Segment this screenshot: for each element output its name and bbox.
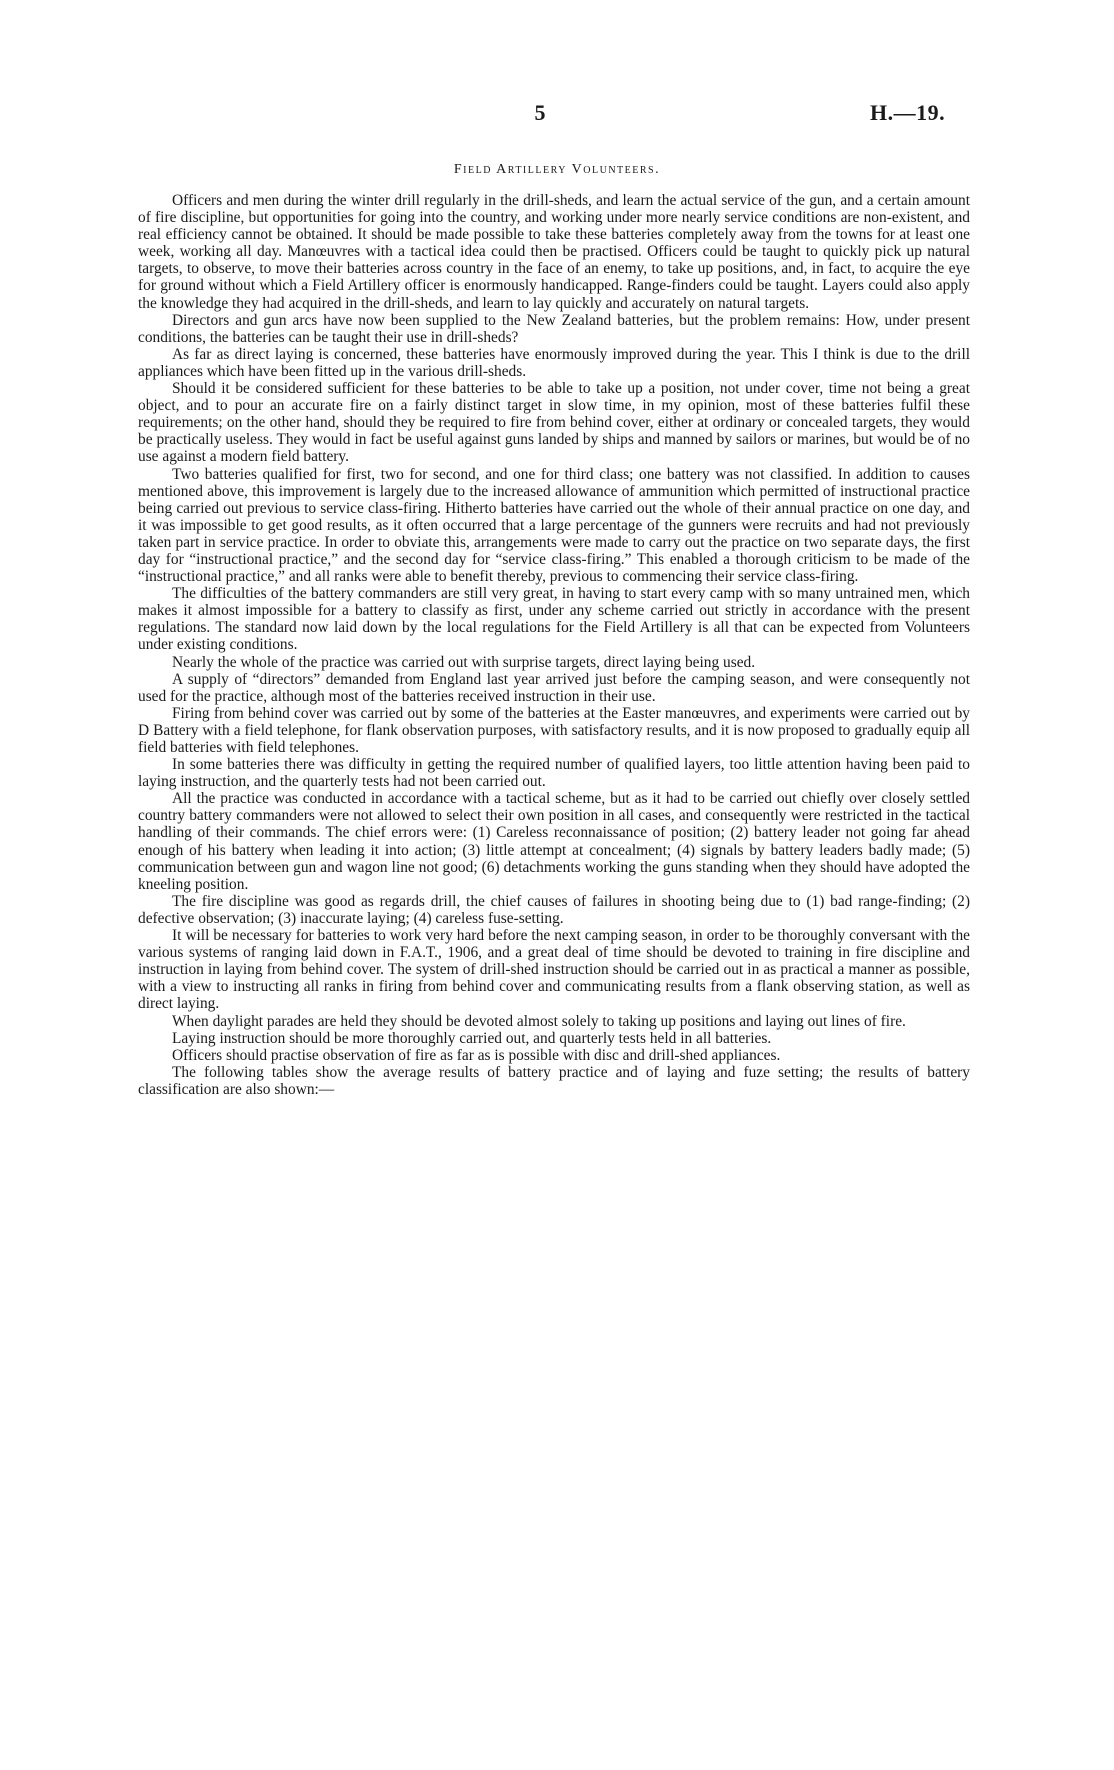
paragraph: The following tables show the average results of battery practice and of laying and fuze setting; the results of battery classification are also shown:— xyxy=(138,1063,970,1098)
paragraph: All the practice was conducted in accordance with a tactical scheme, but as it had to be carried out chiefly over closely settled country battery commanders were not allowed to select their own position in all cases, and consequently were restricted in the tactical handling of their commands. The chief errors were: (1) Careless reconnaissance of position; (2) battery leader not going far ahead enough of his battery when leading it into action; (3) little attempt at concealment; (4) signals by battery leaders badly made; (5) communication between gun and wagon line not good; (6) detachments working the guns standing when they should have adopted the kneeling position. xyxy=(138,790,970,893)
page-number: 5 xyxy=(534,100,546,125)
section-heading: Field Artillery Volunteers. xyxy=(453,162,661,177)
paragraph: The difficulties of the battery commanders are still very great, in having to start every camp with so many untrained men, which makes it almost impossible for a battery to classify as first, under any scheme carried out strictly in accordance with the present regulations. The standard now laid down by the local regulations for the Field Artillery is all that can be expected from Volunteers under existing conditions. xyxy=(138,585,970,654)
paragraph: Directors and gun arcs have now been supplied to the New Zealand batteries, but the problem remains: How, under present conditions, the batteries can be taught their use in drill-sheds? xyxy=(138,311,970,346)
paragraph: Firing from behind cover was carried out by some of the batteries at the Easter manœuvres, and experiments were carried out by D Battery with a field telephone, for flank observation purposes, with satisfactory results, and it is now proposed to gradually equip all field batteries with field telephones. xyxy=(138,704,970,756)
body-text xyxy=(138,192,970,1098)
paragraph: In some batteries there was difficulty in getting the required number of qualified layers, too little attention having been paid to laying instruction, and the quarterly tests had not been carried out. xyxy=(138,756,970,791)
paragraph: Should it be considered sufficient for these batteries to be able to take up a position, not under cover, time not being a great object, and to pour an accurate fire on a fairly distinct target in slow time, in my opinion, most of these batteries fulfil these requirements; on the other hand, should they be required to fire from behind cover, either at ordinary or concealed targets, they would be practically useless. They would in fact be useful against guns landed by ships and manned by sailors or marines, but would be of no use against a modern field battery. xyxy=(138,380,970,466)
paragraph: Two batteries qualified for first, two for second, and one for third class; one battery was not classified. In addition to causes mentioned above, this improvement is largely due to the increased allowance of ammunition which permitted of instructional practice being carried out previous to service class-firing. Hitherto batteries have carried out the whole of their annual practice on one day, and it was impossible to get good results, as it often occurred that a large percentage of the gunners were recruits and had not previously taken part in service practice. In order to obviate this, arrangements were made to carry out the practice on two separate days, the first day for “instructional practice,” and the second day for “service class-firing.” This enabled a thorough criticism to be made of the “instructional practice,” and all ranks were able to benefit thereby, previous to commencing their service class-firing. xyxy=(138,465,970,586)
paragraph: When daylight parades are held they should be devoted almost solely to taking up positions and laying out lines of fire. xyxy=(172,1012,906,1030)
paragraph: The fire discipline was good as regards drill, the chief causes of failures in shooting being due to (1) bad range-finding; (2) defective observation; (3) inaccurate laying; (4) careless fuse-setting. xyxy=(138,892,970,927)
paragraph: As far as direct laying is concerned, these batteries have enormously improved during the year. This I think is due to the drill appliances which have been fitted up in the various drill-sheds. xyxy=(138,345,970,380)
paragraph: Laying instruction should be more thoroughly carried out, and quarterly tests held in all batteries. xyxy=(172,1029,772,1047)
paragraph: Officers should practise observation of fire as far as is possible with disc and drill-shed appliances. xyxy=(172,1046,781,1064)
document-reference: H.—19. xyxy=(870,100,946,125)
paragraph: A supply of “directors” demanded from England last year arrived just before the camping season, and were consequently not used for the practice, although most of the batteries received instruction in their use. xyxy=(138,670,970,705)
paragraph: Nearly the whole of the practice was carried out with surprise targets, direct laying being used. xyxy=(172,653,756,671)
paragraph: It will be necessary for batteries to work very hard before the next camping season, in order to be thoroughly conversant with the various systems of ranging laid down in F.A.T., 1906, and a great deal of time should be devoted to training in fire discipline and instruction in laying from behind cover. The system of drill-shed instruction should be carried out in as practical a manner as possible, with a view to instructing all ranks in firing from behind cover and communicating results from a flank observing station, as well as direct laying. xyxy=(138,927,970,1013)
paragraph: Officers and men during the winter drill regularly in the drill-sheds, and learn the actual service of the gun, and a certain amount of fire discipline, but opportunities for going into the country, and working under more nearly service conditions are non-existent, and real efficiency cannot be obtained. It should be made possible to take these batteries completely away from the towns for at least one week, working all day. Manœuvres with a tactical idea could then be practised. Officers could be taught to quickly pick up natural targets, to observe, to move their batteries across country in the face of an enemy, to take up positions, and, in fact, to acquire the eye for ground without which a Field Artillery officer is enormously handicapped. Range-finders could be taught. Layers could also apply the knowledge they had acquired in the drill-sheds, and learn to lay quickly and accurately on natural targets. xyxy=(138,192,970,312)
